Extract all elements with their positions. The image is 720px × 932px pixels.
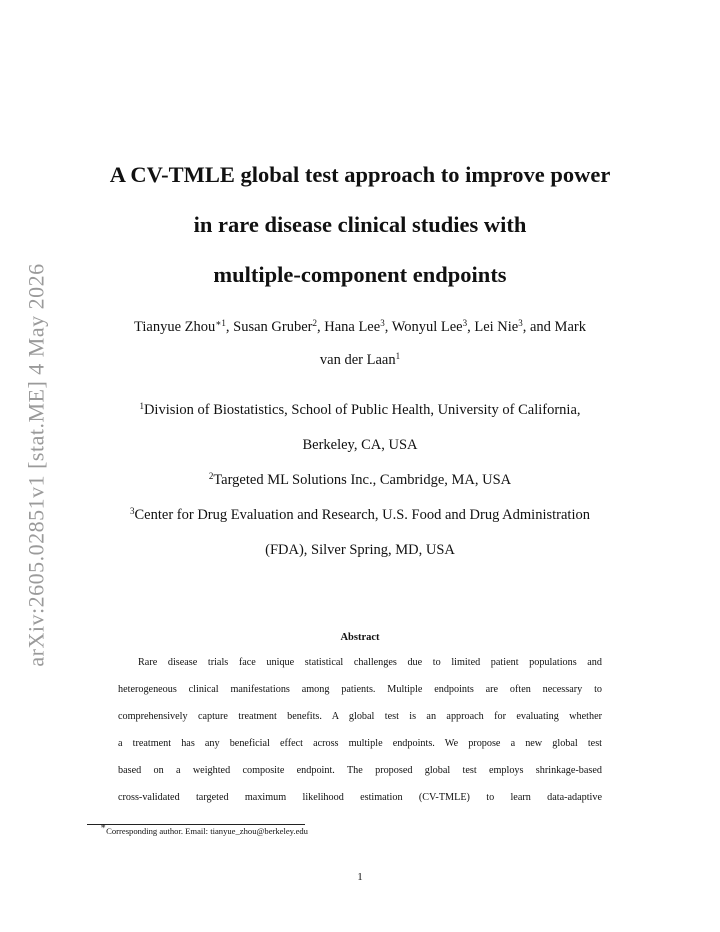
- affiliation-text: Division of Biostatistics, School of Public Health, University of California,: [143, 402, 581, 418]
- arxiv-identifier: arXiv:2605.02851v1 [stat.ME] 4 May 2026: [24, 263, 50, 667]
- affiliation-sup: 3: [130, 506, 135, 516]
- affiliation-sup: 2: [208, 471, 214, 481]
- author-affil-sup: 2: [312, 318, 317, 328]
- title-line-1: A CV-TMLE global test approach to improve power: [109, 162, 611, 187]
- abstract-body: [118, 649, 602, 811]
- author-name: Lei Nie: [474, 319, 519, 335]
- paper-title: [70, 150, 650, 300]
- author-affil-sup: 1: [395, 351, 401, 361]
- author-name: Hana Lee: [324, 319, 381, 335]
- author-affil-sup: 3: [380, 318, 385, 328]
- footnote-text: Corresponding author. Email: tianyue_zhou@berkeley.edu: [106, 826, 308, 836]
- affiliation-2: [70, 463, 650, 498]
- author-name: Susan Gruber: [233, 319, 313, 335]
- author-separator: , and Mark: [522, 319, 586, 335]
- abstract-line: based on a weighted composite endpoint. The proposed global test employs shrinkage-based: [118, 765, 602, 776]
- author-affil-sup: 3: [462, 318, 468, 328]
- author-name: Wonyul Lee: [391, 319, 463, 335]
- abstract-line: a treatment has any beneficial effect across multiple endpoints. We propose a new global test: [118, 738, 602, 749]
- page-number: 1: [357, 871, 363, 883]
- affiliation-text: Targeted ML Solutions Inc., Cambridge, MA, USA: [213, 472, 512, 488]
- author-separator: ,: [225, 319, 234, 335]
- abstract-line: comprehensively capture treatment benefits. A global test is an approach for evaluating whether: [118, 711, 602, 722]
- author-separator: ,: [384, 319, 392, 335]
- affiliation-sup: 1: [139, 401, 144, 411]
- arxiv-side-stamp: [18, 255, 56, 675]
- footnote-divider: [87, 824, 305, 825]
- author-affil-sup: 3: [518, 318, 523, 328]
- author-line-2: [70, 344, 650, 377]
- affiliation-1: [70, 393, 650, 463]
- author-list: [70, 311, 650, 377]
- title-line-3: multiple-component endpoints: [213, 262, 507, 287]
- abstract-line: cross-validated targeted maximum likelihood estimation (CV-TMLE) to learn data-adaptive: [118, 792, 602, 803]
- affiliation-3: [70, 498, 650, 568]
- author-separator: ,: [467, 319, 475, 335]
- affiliation-text-continued: Berkeley, CA, USA: [302, 437, 418, 453]
- footnote: [100, 821, 308, 836]
- footnote-marker: ∗: [100, 821, 107, 831]
- abstract-heading: Abstract: [340, 632, 380, 643]
- author-separator: ,: [316, 319, 325, 335]
- affiliation-list: [70, 393, 650, 568]
- title-line-2: in rare disease clinical studies with: [193, 212, 527, 237]
- abstract-line: heterogeneous clinical manifestations among patients. Multiple endpoints are often necessary to: [118, 684, 602, 695]
- affiliation-text: Center for Drug Evaluation and Research, U.S. Food and Drug Administration: [134, 507, 590, 523]
- author-line-1: [70, 311, 650, 344]
- author-name: van der Laan: [319, 352, 396, 368]
- abstract-line: Rare disease trials face unique statistical challenges due to limited patient populations and: [138, 657, 602, 668]
- author-name: Tianyue Zhou: [134, 319, 216, 335]
- affiliation-text-continued: (FDA), Silver Spring, MD, USA: [265, 542, 455, 558]
- author-affil-sup: ∗1: [215, 318, 226, 328]
